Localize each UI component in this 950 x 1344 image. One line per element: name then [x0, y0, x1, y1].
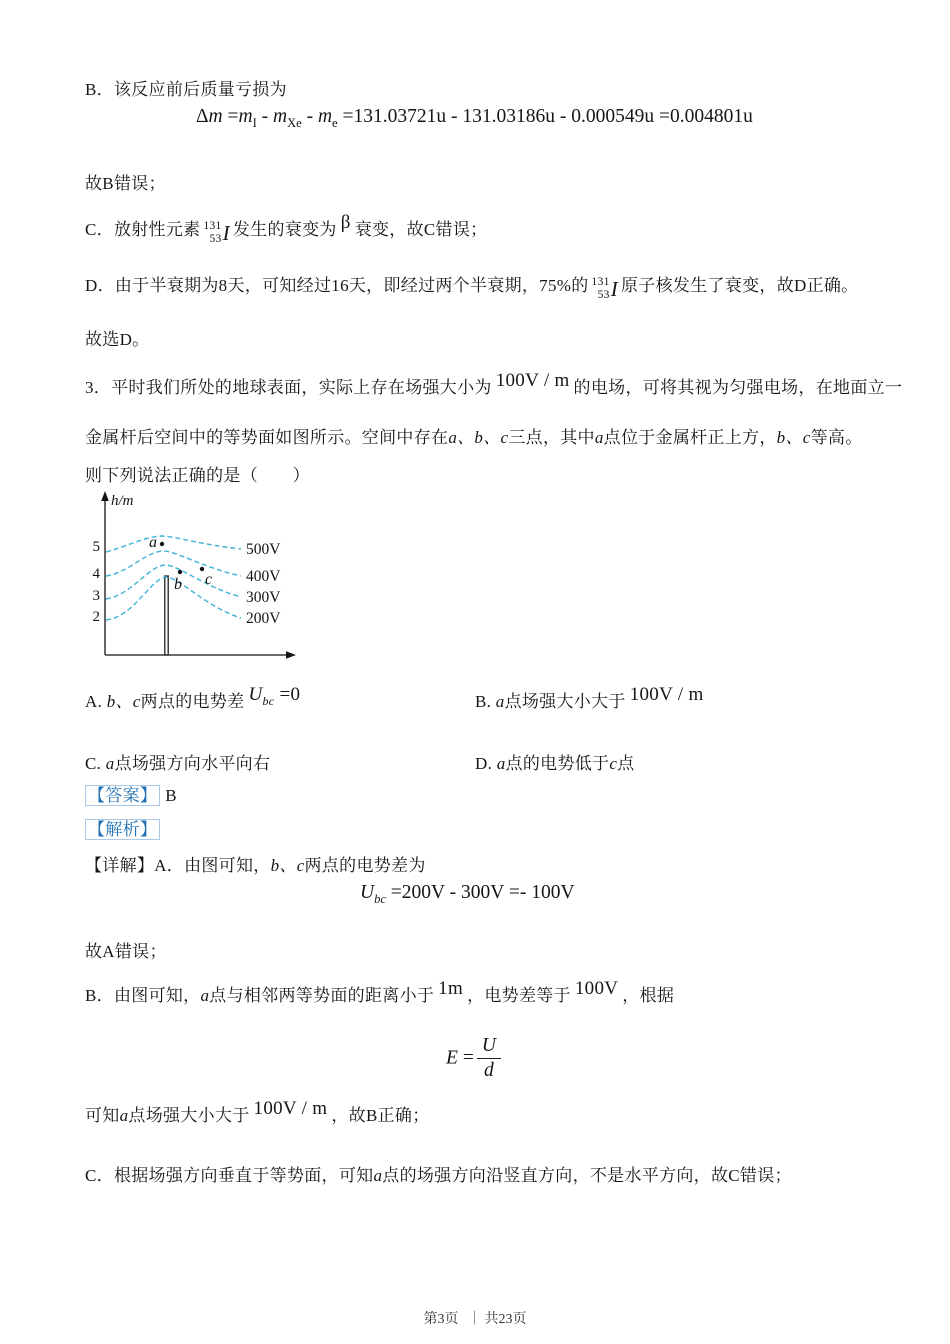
detail-tag: 【详解】 — [85, 856, 155, 875]
option-a-text: 两点的电势差 — [140, 692, 245, 711]
iodine-131-nuclide — [203, 220, 229, 246]
minus-sign: - — [306, 106, 314, 127]
var-e: E — [446, 1047, 458, 1069]
curve-label-200v: 200V — [246, 610, 281, 627]
option-d — [475, 750, 635, 777]
iodine-131-nuclide — [592, 276, 618, 302]
page-footer — [0, 1308, 950, 1328]
nuclide-z: 53 — [597, 289, 610, 302]
det-b-mid1: 点与相邻两等势面的距离小于 — [209, 986, 435, 1005]
curve-label-300v: 300V — [246, 589, 281, 606]
option-b — [475, 684, 708, 715]
point-a-dot — [160, 542, 164, 546]
var-m: m — [208, 106, 223, 127]
points-bc: b、c — [776, 428, 811, 447]
point-c-label: c — [205, 571, 213, 588]
option-d-a: a — [496, 754, 506, 773]
detail-line-b — [85, 978, 675, 1009]
tick-2: 2 — [92, 609, 100, 625]
option-c-a: a — [105, 754, 115, 773]
u-bc-equals-zero — [248, 684, 301, 708]
c-post: 衰变，故C错误； — [354, 220, 488, 239]
det-c-post: 点的场强方向沿竖直方向，不是水平方向，故C错误； — [382, 1166, 792, 1185]
c-mid: 发生的衰变为 — [232, 220, 337, 239]
answer-tag: 【答案】 — [85, 785, 160, 806]
distance-value: 1m — [438, 978, 464, 999]
detail-line-a — [85, 852, 426, 879]
det-b2-a: a — [119, 1106, 129, 1125]
point-b-dot — [178, 570, 182, 574]
footer-total-pages: 共23页 — [484, 1312, 527, 1327]
y-axis-label: h/m — [111, 493, 134, 509]
option-b-label: B. — [475, 692, 492, 711]
sol2-option-d — [85, 272, 858, 308]
stem2-c: 点位于金属杆正上方， — [603, 428, 777, 447]
det-b-post: ，根据 — [622, 986, 675, 1005]
det-b2-mid: 点场强大小大于 — [128, 1106, 250, 1125]
q3-stem-line1 — [85, 370, 903, 401]
d-pre: D．由于半衰期为8天，可知经过16天，即经过两个半衰期，75%的 — [85, 276, 589, 295]
det-b-mid2: ，电势差等于 — [467, 986, 571, 1005]
nuclide-mass: 131 — [203, 220, 222, 232]
fraction-u-over-d — [477, 1034, 501, 1084]
option-c-label: C. — [85, 754, 102, 773]
beta-symbol: β — [340, 212, 351, 233]
sub-bc: bc — [374, 891, 386, 906]
det-a-pre: A．由图可知， — [154, 856, 271, 875]
stem2-b: 三点，其中 — [508, 428, 595, 447]
formula-e-field — [85, 1034, 865, 1084]
point-a: a — [594, 428, 604, 447]
fraction-numerator: U — [481, 1035, 496, 1056]
tick-4: 4 — [92, 566, 100, 582]
field-strength-value: 100V / m — [253, 1098, 328, 1119]
sol2-option-b-lead: B．该反应前后质量亏损为 — [85, 80, 287, 99]
det-c-a: a — [373, 1166, 383, 1185]
option-d-text2: 点 — [617, 754, 635, 773]
analysis-line — [85, 816, 160, 843]
sub-bc: bc — [262, 693, 275, 708]
footer-separator: ｜ — [467, 1312, 482, 1327]
stem1-pre: 3．平时我们所处的地球表面，实际上存在场强大小为 — [85, 378, 492, 397]
det-b2-post: ，故B正确； — [331, 1106, 430, 1125]
stem1-post: 的电场，可将其视为匀强电场，在地面立一 — [573, 378, 903, 397]
option-d-text1: 点的电势低于 — [505, 754, 610, 773]
var-m-i: m — [238, 106, 253, 127]
u-bc-values: =200V - 300V =- 100V — [390, 882, 575, 903]
curve-500v — [106, 536, 241, 552]
option-d-c: c — [609, 754, 618, 773]
sub-xe: Xe — [287, 115, 302, 130]
var-u: U — [248, 684, 263, 705]
q3-stem-line3: 则下列说法正确的是（ ） — [85, 466, 310, 485]
footer-page-number: 第3页 — [423, 1312, 459, 1327]
option-a-label: A. — [85, 692, 103, 711]
y-axis-arrow-icon — [101, 491, 109, 501]
option-a-bc: b、c — [106, 692, 141, 711]
option-a — [85, 684, 304, 722]
x-axis-arrow-icon — [286, 651, 296, 659]
option-c-text: 点场强方向水平向右 — [114, 754, 271, 773]
curve-400v — [106, 551, 241, 576]
eq-zero: =0 — [279, 684, 301, 705]
formula-mass-defect — [196, 106, 753, 131]
field-strength-value: 100V / m — [495, 370, 570, 391]
nuclide-symbol: I — [222, 220, 230, 245]
option-b-a: a — [495, 692, 505, 711]
sol2-final-choice: 故选D。 — [85, 330, 150, 349]
formula-u-bc — [360, 882, 575, 907]
analysis-tag: 【解析】 — [85, 819, 160, 840]
sub-e: e — [332, 115, 338, 130]
det-a-post: 两点的电势差为 — [304, 856, 426, 875]
c-pre: C．放射性元素 — [85, 220, 201, 239]
nuclide-z: 53 — [209, 233, 222, 246]
point-a-label: a — [149, 534, 157, 551]
sol2-option-c — [85, 212, 488, 252]
sol2-option-b-conclusion: 故B错误； — [85, 174, 166, 193]
points-abc: a、b、c — [448, 428, 509, 447]
nuclide-symbol: I — [610, 276, 618, 301]
field-strength-value: 100V / m — [629, 684, 704, 705]
tick-5: 5 — [92, 539, 100, 555]
var-u: U — [360, 882, 375, 903]
answer-line — [85, 782, 177, 809]
equals-sign: = — [227, 106, 239, 127]
det-b-pre: B．由图可知， — [85, 986, 201, 1005]
detail-line-c — [85, 1162, 792, 1189]
sub-i: I — [252, 115, 257, 130]
det-a-bc: b、c — [270, 856, 305, 875]
delta-symbol: Δ — [196, 106, 209, 127]
curve-label-400v: 400V — [246, 568, 281, 585]
answer-value: B — [165, 786, 177, 805]
point-b-label: b — [174, 576, 182, 593]
minus-sign: - — [261, 106, 269, 127]
var-m-e: m — [317, 106, 333, 127]
nuclide-mass: 131 — [591, 276, 610, 288]
conclusion-a: 故A错误； — [85, 942, 167, 961]
stem2-a: 金属杆后空间中的等势面如图所示。空间中存在 — [85, 428, 449, 447]
det-b2-pre: 可知 — [85, 1106, 120, 1125]
equals-sign: = — [462, 1047, 474, 1069]
curve-label-500v: 500V — [246, 541, 281, 558]
metal-rod — [165, 576, 168, 655]
voltage-value: 100V — [574, 978, 619, 999]
q3-stem-line2 — [85, 424, 863, 451]
det-b-a: a — [200, 986, 210, 1005]
stem2-d: 等高。 — [810, 428, 863, 447]
fraction-denominator: d — [477, 1058, 501, 1083]
option-c — [85, 750, 270, 777]
mass-defect-values: =131.03721u - 131.03186u - 0.000549u =0.004801u — [342, 106, 753, 127]
option-b-text: 点场强大小大于 — [504, 692, 626, 711]
option-d-label: D. — [475, 754, 493, 773]
tick-3: 3 — [92, 588, 100, 604]
equipotential-figure — [78, 488, 308, 670]
point-c-dot — [200, 567, 204, 571]
var-m-xe: m — [273, 106, 288, 127]
d-post: 原子核发生了衰变，故D正确。 — [621, 276, 859, 295]
det-c-pre: C．根据场强方向垂直于等势面，可知 — [85, 1166, 374, 1185]
detail-line-b2 — [85, 1098, 430, 1129]
